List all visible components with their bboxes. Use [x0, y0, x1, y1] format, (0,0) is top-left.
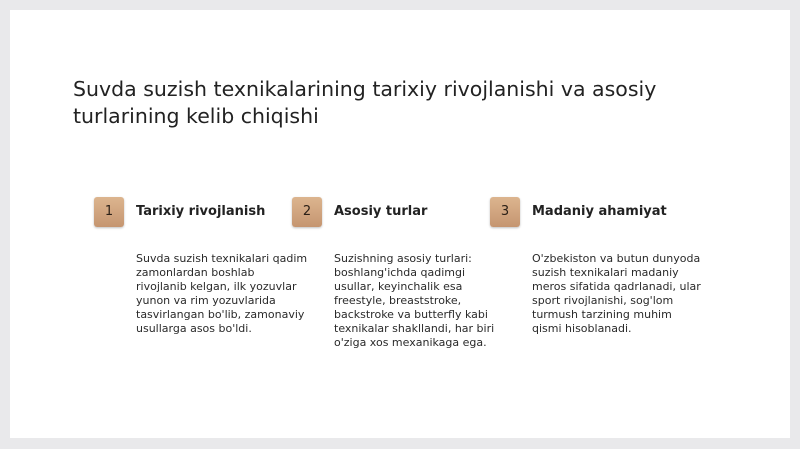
- card-number-badge: 3: [490, 197, 520, 227]
- card-number-badge: 2: [292, 197, 322, 227]
- slide-title: Suvda suzish texnikalarining tarixiy rivojlanishi va asosiy turlarining kelib chiqishi: [73, 77, 657, 128]
- card-text: Suvda suzish texnikalari qadim zamonlardan boshlab rivojlanib kelgan, ilk yozuvlar yunon va rim yozuvlarida tasvirlangan bo'lib, zamonaviy usullarga asos bo'ldi.: [136, 252, 308, 335]
- slide: [10, 10, 790, 438]
- card-text: O'zbekiston va butun dunyoda suzish texnikalari madaniy meros sifatida qadrlanadi, ular sport rivojlanishi, sog'lom turmush tarzining muhim qismi hisoblanadi.: [532, 252, 701, 335]
- card-heading: Tarixiy rivojlanish: [136, 204, 266, 219]
- card-text: Suzishning asosiy turlari: boshlang'ichda qadimgi usullar, keyinchalik esa freestyle, breaststroke, backstroke va butterfly kabi texnikalar shakllandi, har biri o'ziga xos mexanikaga ega.: [334, 252, 495, 349]
- card-heading: Asosiy turlar: [334, 204, 428, 219]
- card-number-badge: 1: [94, 197, 124, 227]
- card-heading: Madaniy ahamiyat: [532, 204, 667, 219]
